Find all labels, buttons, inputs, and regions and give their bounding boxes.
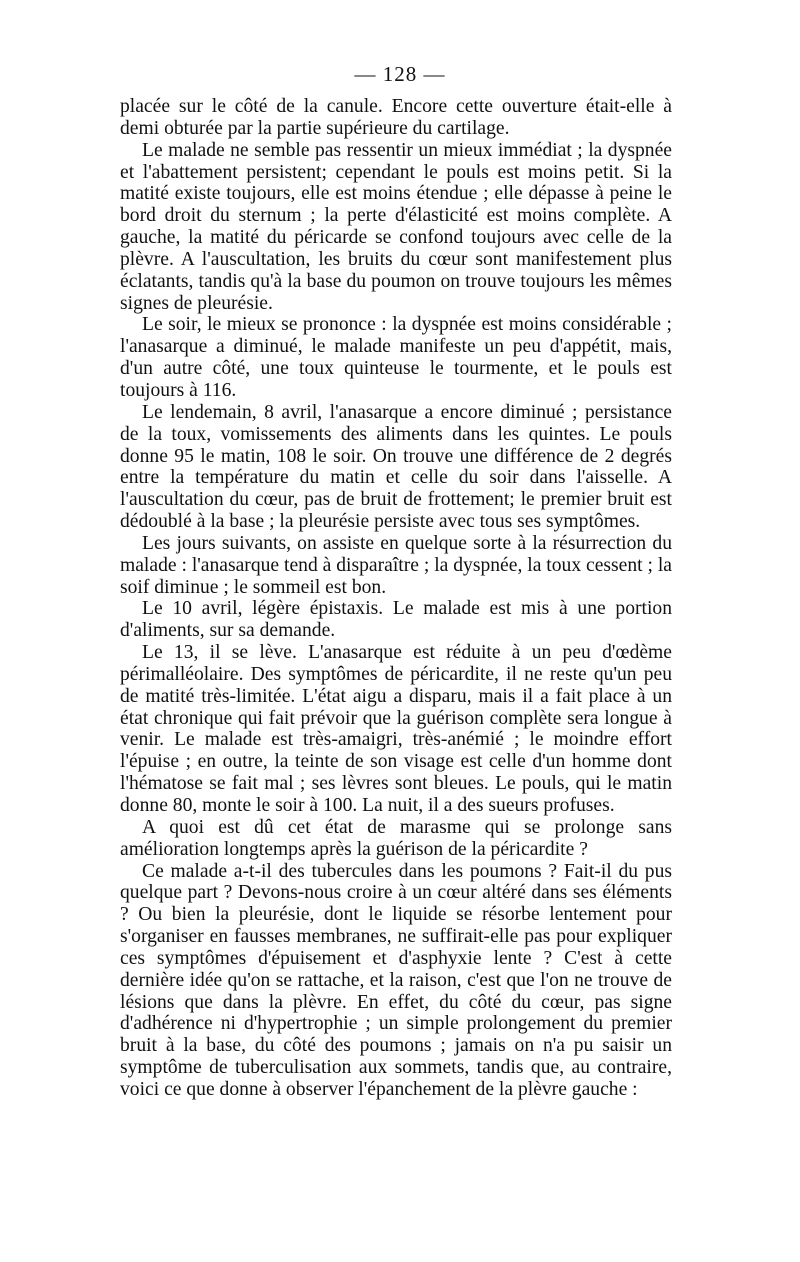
paragraph-question: A quoi est dû cet état de marasme qui se prolonge sans amélioration longtemps après la guérison de la péricardite ? — [120, 816, 672, 860]
paragraph-april-13: Le 13, il se lève. L'anasarque est réduite à un peu d'œdème périmalléolaire. Des symptômes de péricardite, il ne reste qu'un peu de matité très-limitée. L'état aigu a disparu, mais il a fait place à un état chronique qui fait prévoir que la guérison complète sera longue à venir. Le malade est très-amaigri, très-anémié ; le moindre effort l'épuise ; en outre, la teinte de son visage est celle d'un homme dont l'hématose se fait mal ; ses lèvres sont bleues. Le pouls, qui le matin donne 80, monte le soir à 100. La nuit, il a des sueurs profuses. — [120, 642, 672, 816]
paragraph-april-10: Le 10 avril, légère épistaxis. Le malade est mis à une portion d'aliments, sur sa demande. — [120, 598, 672, 642]
paragraph-discussion: Ce malade a-t-il des tubercules dans les poumons ? Fait-il du pus quelque part ? Devons-nous croire à un cœur altéré dans ses éléments ? Ou bien la pleurésie, dont le liquide se résorbe lentement pour s'organiser en fausses membranes, ne suffirait-elle pas pour expliquer ces symptômes d'épuisement et d'asphyxie lente ? C'est à cette dernière idée qu'on se rattache, et la raison, c'est que l'on ne trouve de lésions que dans la plèvre. En effet, du côté du cœur, pas signe d'adhérence ni d'hypertrophie ; un simple prolongement du premier bruit à la base, du côté des poumons ; jamais on n'a pu saisir un symptôme de tuberculisation aux sommets, tandis que, au contraire, voici ce que donne à observer l'épanchement de la plèvre gauche : — [120, 860, 672, 1100]
paragraph-april-8: Le lendemain, 8 avril, l'anasarque a encore diminué ; persistance de la toux, vomissements des aliments dans les quintes. Le pouls donne 95 le matin, 108 le soir. On trouve une différence de 2 degrés entre la température du matin et celle du soir dans l'aisselle. A l'auscultation du cœur, pas de bruit de frottement; le premier bruit est dédoublé à la base ; la pleurésie persiste avec tous ses symptômes. — [120, 401, 672, 533]
paragraph-following-days: Les jours suivants, on assiste en quelque sorte à la résurrection du malade : l'anasarque tend à disparaître ; la dyspnée, la toux cessent ; la soif diminue ; le sommeil est bon. — [120, 532, 672, 598]
body-text — [120, 96, 672, 1101]
paragraph-continuation: placée sur le côté de la canule. Encore cette ouverture était-elle à demi obturée par la partie supérieure du cartilage. — [120, 96, 672, 139]
page-number: — 128 — — [354, 62, 446, 86]
paragraph-evening: Le soir, le mieux se prononce : la dyspnée est moins considérable ; l'anasarque a diminué, le malade manifeste un peu d'appétit, mais, d'un autre côté, une toux quinteuse le tourmente, et le pouls est toujours à 116. — [120, 314, 672, 401]
paragraph-initial-state: Le malade ne semble pas ressentir un mieux immédiat ; la dyspnée et l'abattement persistent; cependant le pouls est moins petit. Si la matité existe toujours, elle est moins étendue ; elle dépasse à peine le bord droit du sternum ; la perte d'élasticité est moins complète. A gauche, la matité du péricarde se confond toujours avec celle de la plèvre. A l'auscultation, les bruits du cœur sont manifestement plus éclatants, tandis qu'à la base du poumon on trouve toujours les mêmes signes de pleurésie. — [120, 139, 672, 314]
